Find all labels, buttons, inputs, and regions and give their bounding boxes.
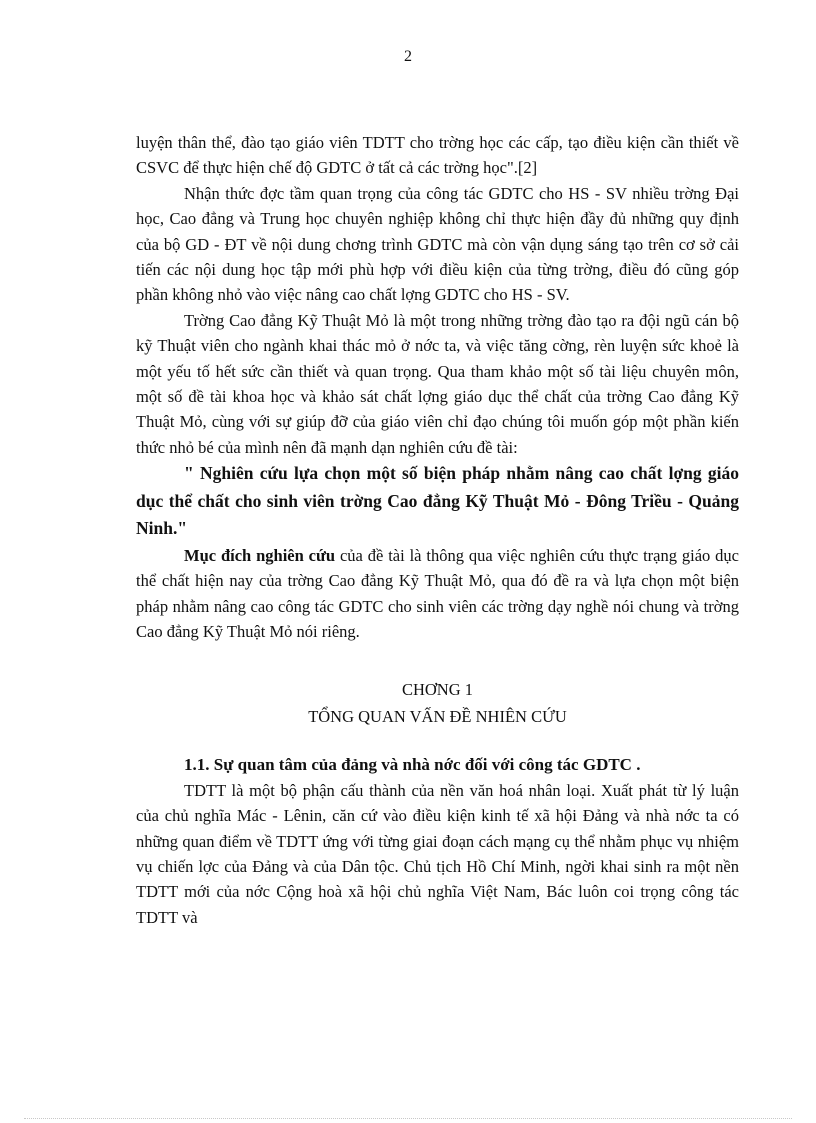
section-body: TDTT là một bộ phận cấu thành của nền văn hoá nhân loại. Xuất phát từ lý luận của chủ nghĩa Mác - Lênin, căn cứ vào điều kiện kinh tế xã hội Đảng và nhà nớc ta có những quan điểm về TDTT ứng với từng giai đoạn cách mạng cụ thể nhằm phục vụ nhiệm vụ chiến lợc của Đảng và của Dân tộc. Chủ tịch Hồ Chí Minh, ngời khai sinh ra một nền TDTT mới của nớc Cộng hoà xã hội chủ nghĩa Việt Nam, Bác luôn coi trọng công tác TDTT và [136, 780, 739, 927]
purpose-text: của đề tài là thông qua việc nghiên cứu thực trạng giáo dục thể chất hiện nay của trờng Cao đẳng Kỹ Thuật Mỏ, qua đó đề ra và lựa chọn một biện pháp nhằm nâng cao công tác GDTC cho sinh viên các trờng dạy nghề nói chung và trờng Cao đẳng Kỹ Thuật Mỏ nói riêng. [136, 545, 739, 641]
paragraph-2: Nhận thức đợc tầm quan trọng của công tác GDTC cho HS - SV nhiều trờng Đại học, Cao đẳng và Trung học chuyên nghiệp không chỉ thực hiện đầy đủ những quy định của bộ GD - ĐT về nội dung chơng trình GDTC mà còn vận dụng sáng tạo trên cơ sở cải tiến các nội dung học tập mới phù hợp với điều kiện của từng trờng, điều đó cũng góp phần không nhỏ vào việc nâng cao chất lợng GDTC cho HS - SV. [136, 183, 739, 305]
paragraph-3: Trờng Cao đẳng Kỹ Thuật Mỏ là một trong những trờng đào tạo ra đội ngũ cán bộ kỹ Thuật viên cho ngành khai thác mỏ ở nớc ta, và việc tăng cờng, rèn luyện sức khoẻ là một yếu tố hết sức cần thiết và quan trọng. Qua tham khảo một số tài liệu chuyên môn, một số đề tài khoa học và khảo sát chất lợng giáo dục thể chất của trờng Cao đẳng Kỹ Thuật Mỏ, cùng với sự giúp đỡ của giáo viên chỉ đạo chúng tôi muốn góp một phần kiến thức nhỏ bé của mình nên đã mạnh dạn nghiên cứu đề tài: [136, 310, 739, 457]
research-topic-title: " Nghiên cứu lựa chọn một số biện pháp nhằm nâng cao chất lợng giáo dục thể chất cho sinh viên trờng Cao đẳng Kỹ Thuật Mỏ - Đông Triều - Quảng Ninh." [136, 463, 739, 539]
chapter-title: TỔNG QUAN VẤN ĐỀ NHIÊN CỨU [308, 707, 567, 727]
chapter-number: CHƠNG 1 [401, 680, 474, 700]
section-heading: 1.1. Sự quan tâm của đảng và nhà nớc đối với công tác GDTC . [184, 755, 641, 775]
page-number: 2 [404, 48, 412, 65]
paragraph-1: luyện thân thể, đào tạo giáo viên TDTT cho trờng học các cấp, tạo điều kiện cần thiết về CSVC để thực hiện chế độ GDTC ở tất cả các trờng học".[2] [136, 133, 739, 178]
purpose-lead: Mục đích nghiên cứu [184, 545, 336, 565]
chapter-heading [136, 676, 739, 730]
paragraph-purpose [136, 543, 739, 645]
document-body [136, 130, 739, 930]
page-bottom-divider [24, 1118, 792, 1119]
